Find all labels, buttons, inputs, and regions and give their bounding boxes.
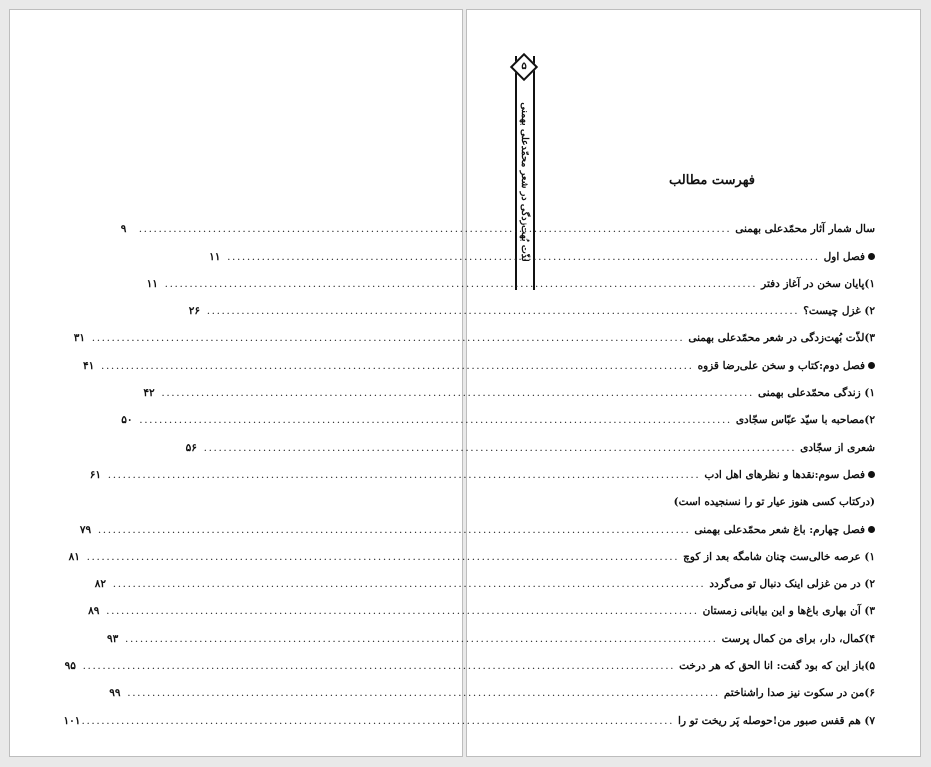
toc-entry (83, 344, 875, 372)
toc-entry-page: ۱۰۱ (63, 714, 81, 727)
dot-leader: ........................................................................................................................ (101, 359, 694, 372)
toc-entry (109, 672, 875, 700)
dot-leader: ........................................................................................................................ (106, 605, 699, 618)
dot-leader: ........................................................................................................................ (139, 414, 732, 427)
toc-entry (94, 563, 875, 591)
toc-entry-text: ۴)کمال، دار، برای من کمال پرست (721, 632, 875, 645)
toc-entry (89, 454, 875, 481)
toc-entry-page: ۹۳ (107, 632, 119, 645)
toc-entry-text: سال شمار آثار محمّدعلی بهمنی (735, 223, 875, 236)
toc-entry (209, 235, 875, 263)
toc-entry-page: ۵۶ (185, 441, 197, 454)
toc-entry (185, 426, 875, 454)
toc-entry (88, 590, 875, 618)
toc-entry-page: ۵۰ (121, 414, 133, 427)
toc-entry-text: ۵)باز این که بود گفت: انا الحق که هر درخت (679, 660, 875, 673)
toc-entry-text: فصل دوم:کتاب و سخن علی‌رضا قزوه (697, 359, 865, 372)
toc-entry-page: ۴۱ (83, 359, 95, 372)
toc-entry (120, 208, 875, 236)
toc-entry-title (696, 360, 875, 372)
toc-entry-title (720, 633, 875, 645)
dot-leader: ........................................................................................................................ (112, 578, 706, 591)
toc-entry-title (798, 442, 875, 454)
toc-entry-page: ۸۲ (94, 578, 107, 591)
toc-entry-page: ۷۹ (79, 523, 92, 536)
toc-entry-title (707, 578, 875, 590)
dot-leader: ........................................................................................................................ (164, 277, 758, 290)
toc-entry-text: فصل سوم:نقدها و نظرهای اهل ادب (704, 468, 865, 481)
toc-entry-text: ۷) هم قفس صبور من!حوصله پَر ریخت تو را (678, 714, 875, 727)
dot-leader: ........................................................................................................................ (127, 687, 720, 700)
running-title: لذّت بُهت‌زدگی در شعر محمّدعلی بهمنی (519, 102, 530, 262)
toc-entry-title (801, 305, 875, 317)
toc-entry (121, 399, 875, 427)
toc-entry (545, 481, 875, 508)
dot-leader: ........................................................................................................................ (206, 305, 800, 318)
toc-entry-title (677, 660, 875, 672)
toc-entry (73, 317, 875, 345)
toc-entry-title (822, 251, 875, 263)
toc-entry-title (681, 551, 875, 563)
toc-entry-page: ۹۵ (64, 660, 76, 673)
toc-entry (188, 290, 875, 318)
toc-entry-page: ۹۹ (109, 687, 121, 700)
toc-page (63, 9, 921, 757)
toc-list (63, 208, 875, 727)
toc-entry-page: ۱۱ (209, 250, 221, 263)
toc-entry-text: ۱)پایان سخن در آغاز دفتر (761, 277, 875, 290)
dot-leader: ........................................................................................................................ (81, 714, 675, 727)
dot-leader: ........................................................................................................................ (125, 632, 718, 645)
page-number: ۵ (521, 61, 527, 72)
bullet-icon (868, 253, 875, 260)
toc-title: فهرست مطالب (669, 173, 755, 188)
toc-entry-title (692, 524, 875, 536)
dot-leader: ........................................................................................................................ (161, 387, 754, 400)
toc-entry-page: ۶۱ (89, 468, 102, 481)
bullet-icon (868, 471, 875, 478)
toc-entry-title (672, 496, 875, 508)
toc-entry-text: ۲) در من غزلی اینک دنبال تو می‌گردد (709, 578, 875, 591)
dot-leader: ........................................................................................................................ (203, 441, 797, 454)
toc-entry-text: ۳)لذّت بُهت‌زدگی در شعر محمّدعلی بهمنی (688, 332, 875, 345)
toc-entry-title (701, 605, 875, 617)
toc-entry-title (756, 387, 875, 399)
toc-entry (79, 508, 875, 536)
toc-entry-page: ۱۱ (146, 277, 158, 290)
toc-entry-page: ۳۱ (73, 332, 86, 345)
toc-entry-text: ۲) غزل چیست؟ (803, 305, 875, 318)
toc-entry-page: ۸۹ (88, 605, 100, 618)
bullet-icon (868, 362, 875, 369)
toc-entry-page: ۸۱ (68, 550, 80, 563)
toc-entry-page: ۴۲ (143, 387, 155, 400)
toc-entry-text: شعری از سجّادی (800, 441, 875, 454)
blank-left-page (9, 9, 463, 757)
toc-entry (143, 372, 875, 400)
dot-leader: ........................................................................................................................ (107, 468, 701, 481)
toc-entry-text: ۶)من در سکوت نیز صدا راشناختم (723, 687, 875, 700)
toc-entry-page: ۲۶ (188, 305, 200, 318)
toc-entry (68, 536, 875, 563)
toc-entry (107, 617, 875, 645)
toc-entry-title (734, 414, 875, 426)
dot-leader: ........................................................................................................................ (82, 660, 676, 673)
toc-entry-title (676, 715, 875, 727)
toc-entry-title (702, 469, 875, 481)
dot-leader: ........................................................................................................................ (227, 250, 820, 263)
dot-leader: ........................................................................................................................ (86, 550, 680, 563)
toc-entry-page: ۹ (120, 223, 127, 236)
toc-entry-title (733, 223, 875, 235)
dot-leader: ........................................................................................................................ (97, 523, 691, 536)
toc-entry-text: ۱) زندگی محمّدعلی بهمنی (757, 387, 875, 400)
toc-entry-text: ۲)مصاحبه با سیّد عبّاس سجّادی (735, 414, 875, 427)
toc-entry (146, 263, 875, 290)
toc-entry (64, 645, 875, 673)
toc-entry-text: فصل چهارم: باغ شعر محمّدعلی بهمنی (694, 523, 865, 536)
toc-entry-text: ۱) عرصه خالی‌ست چنان شامگه بعد از کوچ (683, 550, 875, 563)
bullet-icon (868, 526, 875, 533)
dot-leader: ........................................................................................................................ (138, 223, 732, 236)
toc-entry-title (722, 687, 875, 699)
dot-leader: ........................................................................................................................ (91, 332, 685, 345)
toc-entry (63, 699, 875, 727)
toc-entry-title (686, 332, 875, 344)
toc-entry-text: (درکتاب کسی هنوز عیار تو را نسنجیده است) (673, 496, 875, 509)
toc-entry-title (759, 278, 875, 290)
toc-entry-text: فصل اول (823, 250, 865, 263)
toc-entry-text: ۳) آن بهاری باغ‌ها و این بیابانی زمستان (702, 605, 875, 618)
